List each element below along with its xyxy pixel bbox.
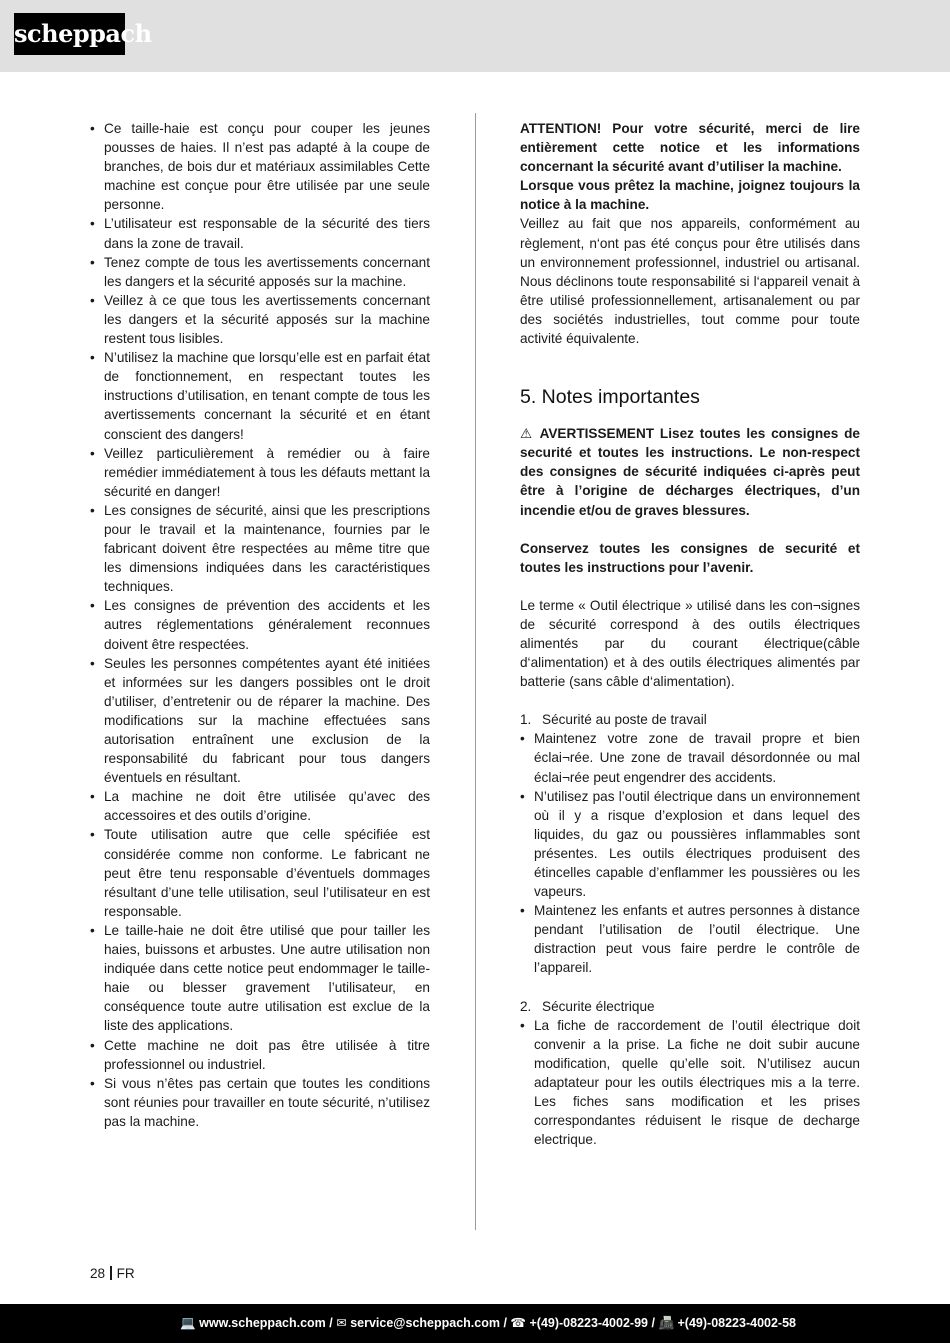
footer-separator: / [503,1316,507,1330]
phone-icon: ☎ [510,1316,526,1330]
list-item: • Veillez particulièrement à remédier ou à faire remédier immédiatement à tous les défauts mettant la sécurité en danger! [90,444,430,501]
list-item: • Le taille-haie ne doit être utilisé que pour tailler les haies, buissons et arbustes. Une autre utilisation non indiquée dans cette notice peut endommager le taille-haie ou blesser gravement l’utilisateur, en conséquence toute autre utilisation est exclue de la liste des applications. [90,921,430,1036]
website-link[interactable]: www.scheppach.com [199,1316,326,1330]
subsection-heading [520,710,860,729]
list-item: • Tenez compte de tous les avertissements concernant les dangers et la sécurité apposés sur la machine. [90,253,430,291]
list-item: • Si vous n’êtes pas certain que toutes les conditions sont réunies pour travailler en toute sécurité, n’utilisez pas la machine. [90,1074,430,1131]
email-link[interactable]: service@scheppach.com [350,1316,500,1330]
footer-separator: / [329,1316,333,1330]
envelope-icon: ✉ [336,1316,347,1330]
warning-text: AVERTISSEMENT Lisez toutes les consignes de securité et toutes les instructions. Le non-respect des consignes de sécurité indiquées ci-après peut être à l’origine de décharges électriques, d’un incendie et/ou de graves blessures. [520,426,860,518]
section-title: 5. Notes importantes [520,386,700,409]
subsection-title: Sécurité au poste de travail [542,712,707,728]
subsection-number: 2. [520,998,532,1014]
list-item: • Toute utilisation autre que celle spécifiée est considérée comme non conforme. Le fabricant ne peut être tenu responsable d’éventuels dommages résultant d’une telle utilisation, seul l’utilisateur en est responsable. [90,825,430,920]
brand-logo: scheppach [14,13,125,55]
right-column [520,119,860,1149]
list-item: • Maintenez les enfants et autres personnes à distance pendant l’utilisation de l’outil électrique. Une distraction peut vous faire perdre le contrôle de l’appareil. [520,901,860,977]
list-item: • Ce taille-haie est conçu pour couper les jeunes pousses de haies. Il n’est pas adapté à la coupe de branches, de bois dur et matériaux assimilables Cette machine est conçue pour être utilisée par une seule personne. [90,119,430,214]
computer-icon: 💻 [180,1316,196,1330]
attention-paragraph: ATTENTION! Pour votre sécurité, merci de lire entièrement cette notice et les informations concernant la sécurité avant d’utiliser la machine. [520,121,860,175]
lending-notice: Lorsque vous prêtez la machine, joignez toujours la notice à la machine. [520,178,860,213]
list-item: • N’utilisez pas l’outil électrique dans un environnement où il y a risque d’explosion et dans lequel des liquides, du gaz ou poussières inflammables sont présentes. Les outils électriques produisent des étincelles capable d’enflammer les poussières ou les vapeurs. [520,787,860,902]
safety-bullet-list [90,119,430,1131]
list-item: • Seules les personnes compétentes ayant été initiées et informées sur les dangers possibles ont le droit d’utiliser, d’entretenir ou de réparer la machine. Des modifications sur la machine effectuées sans autorisation entraînent une exclusion de la responsabilité du fabricant pour tous dangers éventuels en résultant. [90,654,430,788]
left-column [90,119,430,1131]
list-item: • Maintenez votre zone de travail propre et bien éclai¬rée. Une zone de travail désordonnée ou mal éclai¬rée peut engendrer des accidents. [520,729,860,786]
list-item: • Les consignes de sécurité, ainsi que les prescriptions pour le travail et la maintenance, fournies par le fabricant doivent être respectées au même titre que les dimensions indiquées dans les caractéristiques techniques. [90,501,430,596]
fax-number: +(49)-08223-4002-58 [677,1316,796,1330]
page-number [90,1265,135,1283]
term-definition-paragraph: Le terme « Outil électrique » utilisé dans les con¬signes de sécurité correspond à des outils électriques alimentés par du courant électrique(câble d‘alimentation) et à des outils électriques alimentés par batterie (sans câble d‘alimentation). [520,597,860,690]
list-item: • La machine ne doit être utilisée qu’avec des accessoires et des outils d’origine. [90,787,430,825]
electrical-bullet-list [520,1016,860,1150]
list-item: • La fiche de raccordement de l’outil électrique doit convenir a la prise. La fiche ne doit subir aucune modification, quelle qu’elle soit. N’utilisez aucun adaptateur pour les outils électriques mis a la terre. Les fiches sans modification et les prises correspondantes réduisent le risque de decharge electrique. [520,1016,860,1150]
subsection-heading [520,997,860,1016]
footer-separator: / [651,1316,655,1330]
page-number-separator [110,1266,112,1280]
page-number-value: 28 [90,1266,106,1281]
keep-instructions-paragraph: Conservez toutes les consignes de securité et toutes les instructions pour l’avenir. [520,540,860,575]
list-item: • L’utilisateur est responsable de la sécurité des tiers dans la zone de travail. [90,214,430,252]
list-item: • Cette machine ne doit pas être utilisée à titre professionnel ou industriel. [90,1036,430,1074]
list-item: • Veillez à ce que tous les avertissements concernant les dangers et la sécurité apposés sur la machine restent tous lisibles. [90,291,430,348]
list-item: • N’utilisez la machine que lorsqu’elle est en parfait état de fonctionnement, en respectant toutes les instructions d’utilisation, en tenant compte de tous les avertissements concernant la sécurité et en étant conscient des dangers! [90,348,430,443]
page-language: FR [116,1266,135,1281]
intro-paragraph: Veillez au fait que nos appareils, conformément au règlement, n‘ont pas été conçus pour être utilisés dans un environnement professionnel, industriel ou artisanal. Nous déclinons toute responsabilité si l‘appareil venait à être utilisé professionnellement, artisanalement ou par des sociétés industrielles, tout comme pour toute activité équivalente. [520,216,860,347]
subsection-title: Sécurite électrique [542,998,655,1014]
subsection-number: 1. [520,712,532,728]
page-footer [0,1304,950,1343]
warning-icon: ⚠ [520,426,535,442]
page-header [0,0,950,72]
workplace-bullet-list [520,729,860,977]
list-item: • Les consignes de prévention des accidents et les autres réglementations généralement reconnues doivent être respectées. [90,596,430,653]
warning-paragraph [520,424,860,519]
fax-icon: 📠 [658,1316,675,1330]
phone-number[interactable]: +(49)-08223-4002-99 [529,1316,648,1330]
column-divider [475,113,476,1230]
